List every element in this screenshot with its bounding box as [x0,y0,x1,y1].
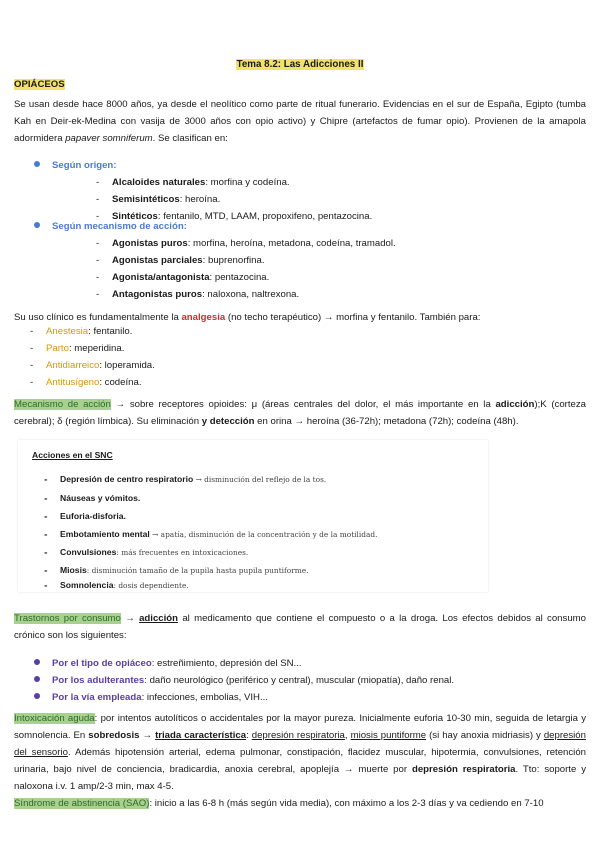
list-item: - Agonista/antagonista: pentazocina. [96,272,270,283]
snc-row: - Euforia-disforia. [44,511,126,522]
list-item: - Anestesia: fentanilo. [30,326,133,337]
snc-row: - Embotamiento mental → apatía, disminución de la concentración y de la motilidad. [44,529,378,540]
snc-row: - Miosis: disminución tamaño de la pupila hasta pupila puntiforme. [44,565,309,576]
list-item: - Antagonistas puros: naloxona, naltrexona. [96,289,300,300]
uso-list [30,323,586,391]
list-item: Por el tipo de opiáceo: estreñimiento, depresión del SN... [34,655,586,672]
snc-actions-image [18,440,488,592]
snc-row: - Depresión de centro respiratorio → disminución del reflejo de la tos. [44,474,327,485]
snc-row: - Náuseas y vómitos. [44,493,141,504]
bullet-icon [34,659,40,665]
mecanismo-accion-paragraph: Mecanismo de acción → sobre receptores opioides: μ (áreas centrales del dolor, el más importante en la adicción);Κ (corteza cerebral); δ (región límbica). Su eliminación y detección en orina → heroína (36-72h); metadona (72h); codeína (48h). [14,399,586,427]
list-item: - Parto: meperidina. [30,343,125,354]
snc-row: - Somnolencia: dosis dependiente. [44,580,189,591]
intro-paragraph: Se usan desde hace 8000 años, ya desde el neolítico como parte de ritual funerario. Evidencias en el sur de España, Egipto (tumba Kah en Deir-ek-Medina con vasija de 3000 años con opio activo) y Chipre (artefactos de fumar opio). Provienen de la amapola adormidera papaver somniferum. Se clasifican en: [14,99,586,144]
origen-heading: Según origen: [34,157,586,174]
mecanismo-list [96,235,586,303]
mecanismo-heading: Según mecanismo de acción: [34,218,586,235]
snc-row: - Convulsiones: más frecuentes en intoxicaciones. [44,547,249,558]
list-item: - Sintéticos: fentanilo, MTD, LAAM, propoxifeno, pentazocina. [96,211,373,222]
section-heading-label: OPIÁCEOS [14,79,65,90]
list-item: - Alcaloides naturales: morfina y codeína. [96,177,290,188]
list-item: Por los adulterantes: daño neurológico (periférico y central), muscular (miopatía), daño renal. [34,672,586,689]
intoxicacion-paragraph: Intoxicación aguda: por intentos autolíticos o accidentales por la mayor pureza. Inicialmente euforia 10-30 min, seguida de letargia y somnolencia. En sobredosis → triada característica: depresión respiratoria, miosis puntiforme (si hay anoxia midriasis) y depresión del sensorio. Además hipotensión arterial, edema pulmonar, constipación, flacidez muscular, hipotermia, convulsiones, retención urinaria, bajo nivel de conciencia, bradicardia, anoxia cerebral, apoplejía → muerte por depresión respiratoria. Tto: soporte y naloxona i.v. 1 amp/2-3 min, max 4-5. [14,713,587,792]
list-item: - Agonistas puros: morfina, heroína, metadona, codeína, tramadol. [96,238,396,249]
list-item: - Agonistas parciales: buprenorfina. [96,255,265,266]
list-item: Por la vía empleada: infecciones, embolias, VIH... [34,689,586,706]
trastornos-paragraph: Trastornos por consumo → adicción al medicamento que contiene el compuesto o a la droga. Los efectos debidos al consumo crónico son los siguientes: [14,613,586,641]
list-item: - Semisintéticos: heroína. [96,194,221,205]
bullet-icon [34,161,40,167]
section-heading-opiaceos [14,76,586,93]
bullet-icon [34,222,40,228]
trastornos-list [34,655,586,706]
snc-box-title: Acciones en el SNC [32,450,113,460]
page-title: Tema 8.2: Las Adicciones II [236,59,364,70]
list-item: - Antidiarreico: loperamida. [30,360,155,371]
bullet-icon [34,676,40,682]
uso-clinico-paragraph: Su uso clínico es fundamentalmente la analgesia (no techo terapéutico) → morfina y fentanilo. También para: [14,312,481,323]
list-item: - Antitusígeno: codeína. [30,377,142,388]
bullet-icon [34,693,40,699]
abstinencia-paragraph: Síndrome de abstinencia (SAO): inicio a las 6-8 h (más según vida media), con máximo a los 2-3 días y va cediendo en 7-10 [14,798,544,809]
